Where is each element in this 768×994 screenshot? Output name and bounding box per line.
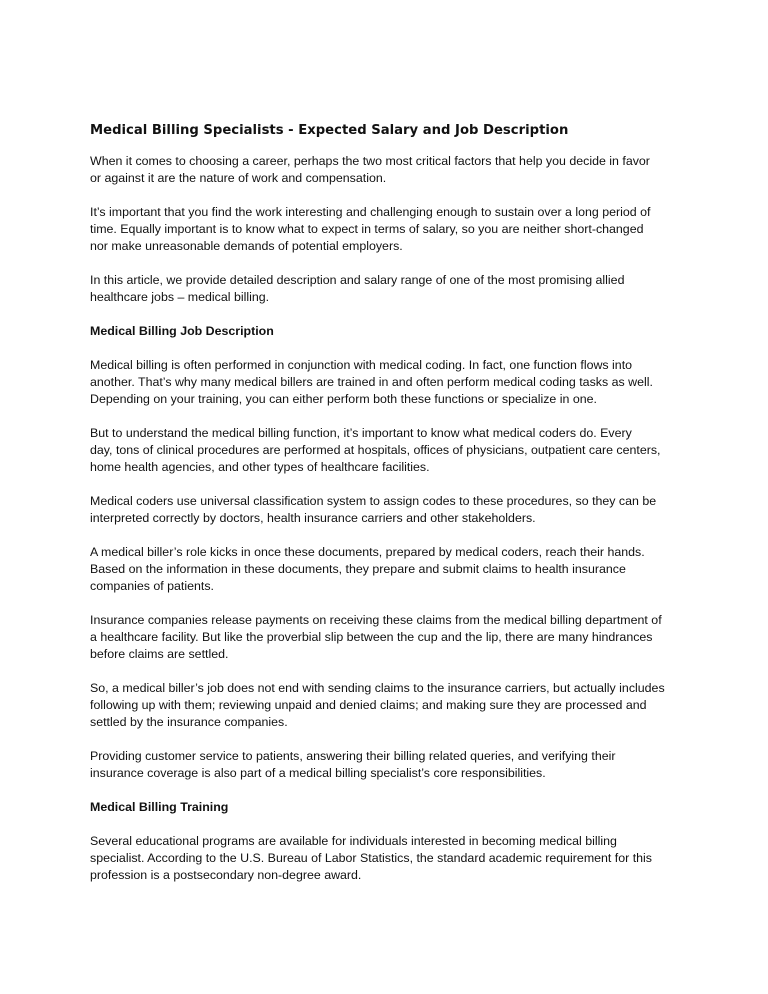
paragraph-line: Medical billing is often performed in conjunction with medical coding. In fact, one function flows into — [90, 358, 633, 372]
paragraph — [90, 680, 690, 731]
paragraph-line: So, a medical biller’s job does not end with sending claims to the insurance carriers, but actually includes — [90, 681, 665, 695]
paragraph-line: before claims are settled. — [90, 647, 229, 661]
paragraph — [90, 357, 690, 408]
paragraph-line: Medical coders use universal classification system to assign codes to these procedures, so they can be — [90, 494, 657, 508]
paragraph — [90, 612, 690, 663]
paragraph-line: Insurance companies release payments on receiving these claims from the medical billing department of — [90, 613, 662, 627]
paragraph-line: companies of patients. — [90, 579, 214, 593]
paragraph-line: following up with them; reviewing unpaid and denied claims; and making sure they are processed and — [90, 698, 647, 712]
document-title: Medical Billing Specialists - Expected Salary and Job Description — [90, 123, 569, 138]
paragraph-line: specialist. According to the U.S. Bureau of Labor Statistics, the standard academic requirement for this — [90, 851, 652, 865]
paragraph-line: nor make unreasonable demands of potential employers. — [90, 239, 403, 253]
paragraph — [90, 493, 690, 527]
document-page — [90, 122, 690, 901]
paragraph — [90, 153, 690, 187]
paragraph-line: insurance coverage is also part of a medical billing specialist’s core responsibilities. — [90, 766, 546, 780]
paragraph-line: time. Equally important is to know what to expect in terms of salary, so you are neither short-changed — [90, 222, 644, 236]
paragraph-line: When it comes to choosing a career, perhaps the two most critical factors that help you decide in favor — [90, 154, 650, 168]
paragraph-line: another. That’s why many medical billers are trained in and often perform medical coding tasks as well. — [90, 375, 653, 389]
paragraph-line: But to understand the medical billing function, it’s important to know what medical coders do. Every — [90, 426, 632, 440]
paragraph-line: day, tons of clinical procedures are performed at hospitals, offices of physicians, outpatient care centers, — [90, 443, 661, 457]
paragraph-line: interpreted correctly by doctors, health insurance carriers and other stakeholders. — [90, 511, 536, 525]
section-heading: Medical Billing Training — [90, 800, 229, 814]
paragraph-line: home health agencies, and other types of healthcare facilities. — [90, 460, 430, 474]
paragraph-line: Providing customer service to patients, answering their billing related queries, and verifying their — [90, 749, 616, 763]
paragraph-line: It’s important that you find the work interesting and challenging enough to sustain over a long period of — [90, 205, 651, 219]
paragraph — [90, 272, 690, 306]
paragraph-line: Several educational programs are available for individuals interested in becoming medical billing — [90, 834, 617, 848]
paragraph — [90, 544, 690, 595]
paragraph — [90, 204, 690, 255]
paragraph-line: In this article, we provide detailed description and salary range of one of the most promising allied — [90, 273, 625, 287]
paragraph-line: a healthcare facility. But like the proverbial slip between the cup and the lip, there are many hindrances — [90, 630, 653, 644]
paragraph-line: or against it are the nature of work and compensation. — [90, 171, 387, 185]
paragraph-line: settled by the insurance companies. — [90, 715, 288, 729]
paragraph-line: Based on the information in these documents, they prepare and submit claims to health insurance — [90, 562, 626, 576]
section-heading: Medical Billing Job Description — [90, 324, 274, 338]
paragraph-line: profession is a postsecondary non-degree award. — [90, 868, 362, 882]
paragraph — [90, 425, 690, 476]
paragraph-line: A medical biller’s role kicks in once these documents, prepared by medical coders, reach their hands. — [90, 545, 645, 559]
document-body — [90, 153, 690, 884]
paragraph — [90, 833, 690, 884]
paragraph-line: Depending on your training, you can either perform both these functions or specialize in one. — [90, 392, 597, 406]
paragraph — [90, 748, 690, 782]
paragraph-line: healthcare jobs – medical billing. — [90, 290, 270, 304]
